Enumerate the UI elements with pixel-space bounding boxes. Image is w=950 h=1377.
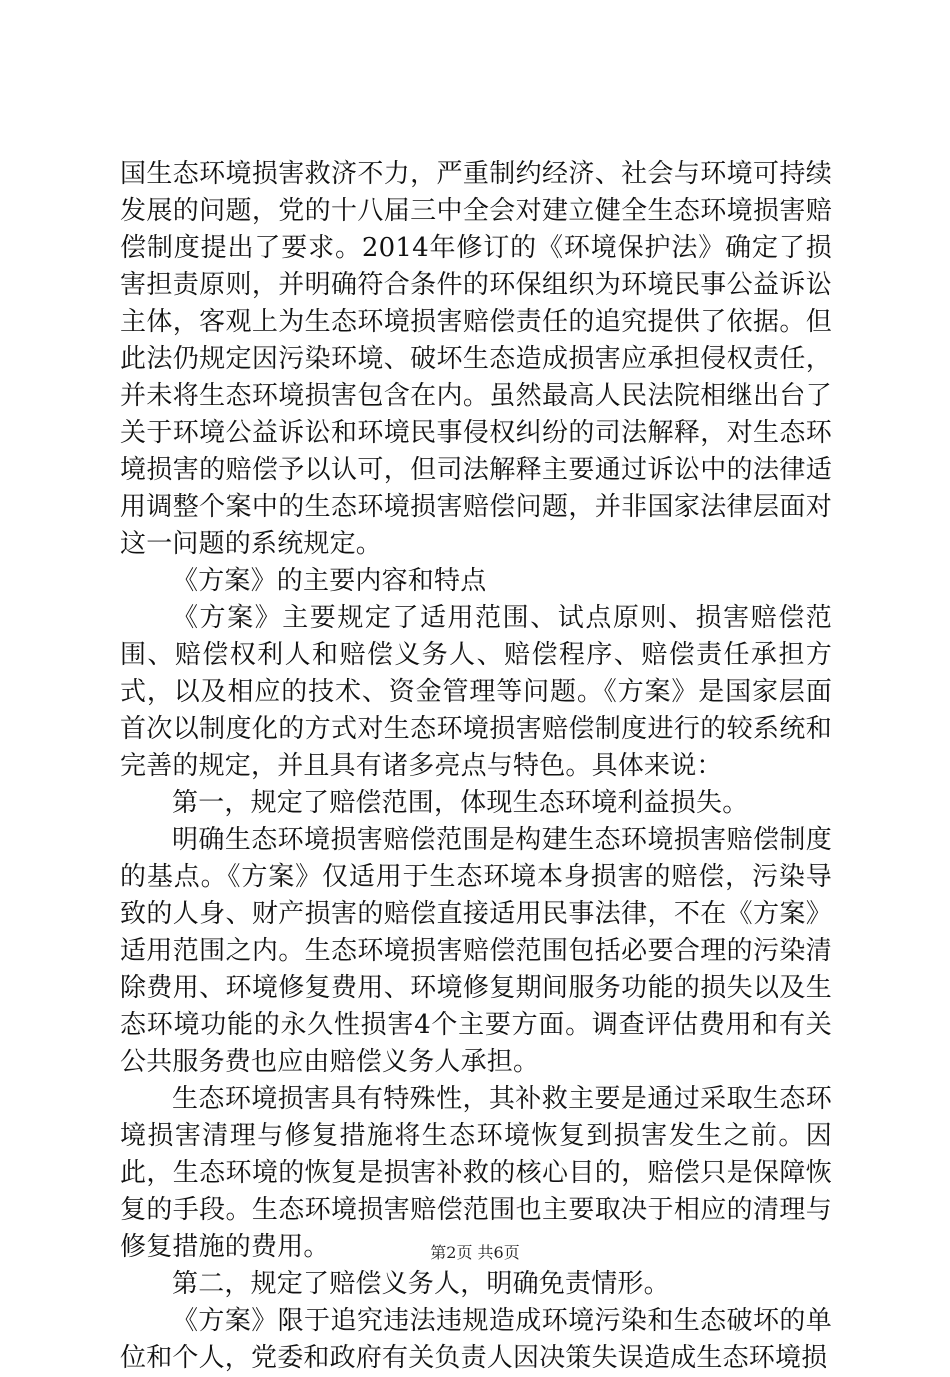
paragraph-2: 《方案》主要规定了适用范围、试点原则、损害赔偿范围、赔偿权利人和赔偿义务人、赔偿程序、赔偿责任承担方式，以及相应的技术、资金管理等问题。《方案》是国家层面首次以制度化的方式对生态环境损害赔偿制度进行的较系统和完善的规定，并且具有诸多亮点与特色。具体来说： (120, 603, 832, 781)
paragraph-3: 明确生态环境损害赔偿范围是构建生态环境损害赔偿制度的基点。《方案》仅适用于生态环境本身损害的赔偿，污染导致的人身、财产损害的赔偿直接适用民事法律，不在《方案》适用范围之内。生态环境损害赔偿范围包括必要合理的污染清除费用、环境修复费用、环境修复期间服务功能的损失以及生态环境功能的永久性损害4个主要方面。调查评估费用和有关公共服务费也应由赔偿义务人承担。 (120, 825, 832, 1077)
paragraph-5: 《方案》限于追究违法违规造成环境污染和生态破坏的单位和个人，党委和政府有关负责人因决策失误造成生态环境损 (120, 1306, 832, 1373)
document-body (120, 156, 832, 1377)
paragraph-1: 国生态环境损害救济不力，严重制约经济、社会与环境可持续发展的问题，党的十八届三中全会对建立健全生态环境损害赔偿制度提出了要求。2014年修订的《环境保护法》确定了损害担责原则，并明确符合条件的环保组织为环境民事公益诉讼主体，客观上为生态环境损害赔偿责任的追究提供了依据。但此法仍规定因污染环境、破坏生态造成损害应承担侵权责任，并未将生态环境损害包含在内。虽然最高人民法院相继出台了关于环境公益诉讼和环境民事侵权纠纷的司法解释，对生态环境损害的赔偿予以认可，但司法解释主要通过诉讼中的法律适用调整个案中的生态环境损害赔偿问题，并非国家法律层面对这一问题的系统规定。 (120, 159, 832, 559)
page-number-footer: 第2页 共6页 (430, 1243, 520, 1262)
point-two-heading: 第二，规定了赔偿义务人，明确免责情形。 (172, 1269, 670, 1299)
section-heading: 《方案》的主要内容和特点 (172, 566, 487, 596)
point-one-heading: 第一，规定了赔偿范围，体现生态环境利益损失。 (172, 788, 749, 818)
paragraph-4: 生态环境损害具有特殊性，其补救主要是通过采取生态环境损害清理与修复措施将生态环境恢复到损害发生之前。因此，生态环境的恢复是损害补救的核心目的，赔偿只是保障恢复的手段。生态环境损害赔偿范围也主要取决于相应的清理与修复措施的费用。 (120, 1084, 832, 1262)
